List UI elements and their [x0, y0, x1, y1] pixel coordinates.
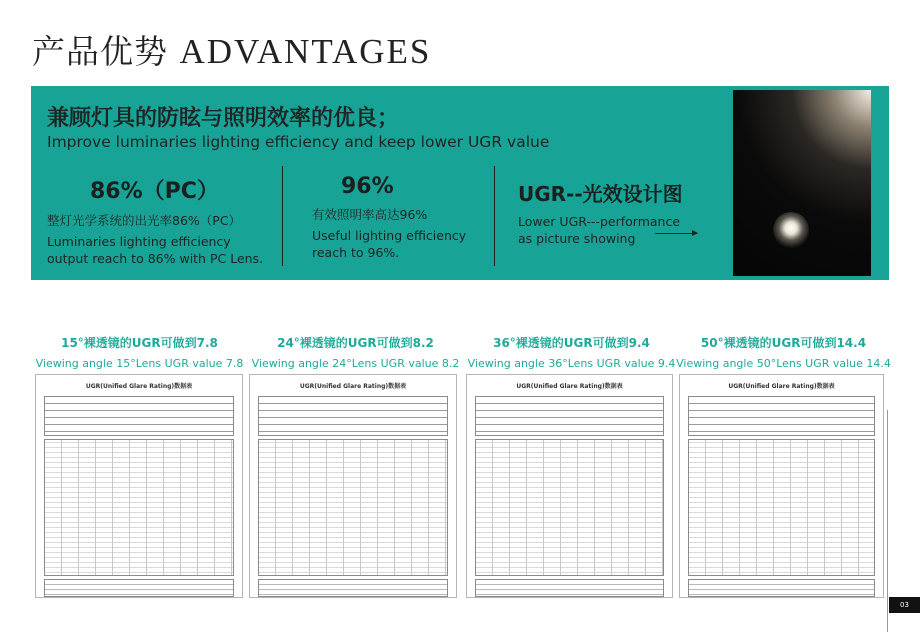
- caption-15: [32, 334, 247, 370]
- caption-36-zh: 36°裸透镜的UGR可做到9.4: [493, 336, 650, 350]
- arrow-right-icon: [655, 233, 697, 234]
- ugr-table-title: UGR(Unified Glare Rating)数据表: [85, 383, 193, 390]
- stat-efficiency-en1: Luminaries lighting efficiency: [47, 234, 231, 249]
- ugr-table-title: UGR(Unified Glare Rating)数据表: [516, 383, 623, 390]
- ugr-table-title: UGR(Unified Glare Rating)数据表: [299, 383, 407, 390]
- ugr-table-footer: [475, 579, 664, 597]
- ugr-table-36: [466, 374, 673, 598]
- ugr-table-footer: [258, 579, 448, 597]
- caption-50-zh: 50°裸透镜的UGR可做到14.4: [700, 336, 867, 350]
- stat-efficiency-zh: 整灯光学系统的出光率86%（PC）: [47, 213, 242, 228]
- ugr-table-grid: [44, 439, 234, 576]
- divider: [282, 166, 283, 266]
- ugr-table-15: [35, 374, 243, 598]
- stat-useful-value: 96%: [341, 174, 394, 199]
- ugr-block: [518, 178, 718, 247]
- caption-24: [248, 334, 463, 370]
- stat-efficiency: [47, 174, 277, 267]
- stat-useful: [312, 174, 482, 261]
- stat-efficiency-en2: output reach to 86% with PC Lens.: [47, 251, 264, 266]
- ugr-table-footer: [44, 579, 234, 597]
- caption-50: [676, 334, 891, 370]
- margin-line: [887, 410, 888, 632]
- ugr-table-meta: [688, 396, 875, 436]
- caption-24-en: Viewing angle 24°Lens UGR value 8.2: [251, 357, 460, 370]
- caption-15-zh: 15°裸透镜的UGR可做到7.8: [61, 336, 218, 350]
- stat-useful-zh: 有效照明率高达96%: [312, 207, 428, 222]
- ugr-en2: as picture showing: [518, 231, 636, 246]
- caption-24-zh: 24°裸透镜的UGR可做到8.2: [277, 336, 434, 350]
- page-title-zh: 产品优势: [32, 32, 168, 71]
- divider: [494, 166, 495, 266]
- page-number: 03: [889, 597, 920, 613]
- ugr-table-footer: [688, 579, 875, 597]
- caption-50-en: Viewing angle 50°Lens UGR value 14.4: [676, 357, 891, 370]
- ugr-table-meta: [44, 396, 234, 436]
- headline-zh: 兼顾灯具的防眩与照明效率的优良；: [47, 106, 400, 131]
- caption-36-en: Viewing angle 36°Lens UGR value 9.4: [467, 357, 676, 370]
- ugr-table-grid: [688, 439, 875, 576]
- stat-useful-en2: reach to 96%.: [312, 245, 400, 260]
- page-title: [32, 26, 431, 73]
- page-title-en: ADVANTAGES: [179, 32, 432, 71]
- headline-en: Improve luminaries lighting efficiency and keep lower UGR value: [47, 133, 550, 151]
- stat-useful-en1: Useful lighting efficiency: [312, 228, 467, 243]
- ugr-title: UGR--光效设计图: [518, 182, 683, 206]
- ugr-table-50: [679, 374, 884, 598]
- ugr-table-title: UGR(Unified Glare Rating)数据表: [728, 383, 835, 390]
- caption-36: [464, 334, 679, 370]
- ugr-table-24: [249, 374, 457, 598]
- downlight-photo: [733, 90, 871, 276]
- ugr-table-grid: [475, 439, 664, 576]
- light-spot: [773, 212, 809, 248]
- stat-efficiency-value: 86%（PC）: [90, 179, 219, 204]
- ugr-en1: Lower UGR---performance: [518, 214, 681, 229]
- ugr-table-grid: [258, 439, 448, 576]
- caption-15-en: Viewing angle 15°Lens UGR value 7.8: [35, 357, 244, 370]
- ugr-table-meta: [475, 396, 664, 436]
- ugr-table-meta: [258, 396, 448, 436]
